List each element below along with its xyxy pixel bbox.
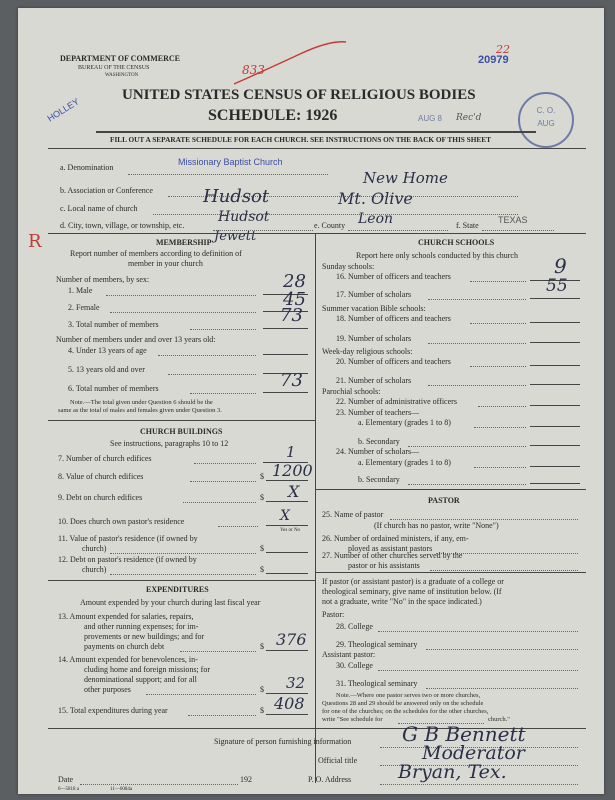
association-label: b. Association or Conference — [60, 186, 153, 195]
q15-amount: 408 — [274, 694, 305, 713]
q2-female-label: 2. Female — [68, 303, 100, 312]
received-stamp: Rec'd — [456, 113, 482, 123]
year-label: 192 — [240, 775, 252, 784]
q15-label: 15. Total expenditures during year — [58, 706, 168, 715]
q8-dollar: $ — [260, 472, 264, 481]
association-value: New Home — [363, 169, 448, 187]
q26-label-1: 26. Number of ordained ministers, if any, em- — [322, 534, 469, 543]
pastor-title: PASTOR — [428, 496, 460, 505]
state-value: TEXAS — [498, 215, 528, 225]
expenditures-intro: Amount expended by your church during last fiscal year — [80, 598, 261, 607]
q9-debt-label: 9. Debt on church edifices — [58, 493, 143, 502]
po-address-label: P. O. Address — [308, 775, 352, 784]
parochial-schools-heading: Parochial schools: — [322, 387, 381, 396]
graduate-note-3: not a graduate, write "No" in the space indicated.) — [322, 597, 482, 606]
q1-male-label: 1. Male — [68, 286, 93, 295]
local-name-value-1: Hudsot — [203, 186, 270, 207]
q28-label: 28. College — [336, 622, 373, 631]
corner-mark: 22 — [496, 43, 510, 56]
q12-label-2: church) — [82, 565, 107, 574]
assistant-pastor-subheading: Assistant pastor: — [322, 650, 376, 659]
q24-label: 24. Number of scholars— — [336, 447, 420, 456]
q10-residence-value: X — [280, 508, 290, 524]
q12-dollar: $ — [260, 565, 264, 574]
q7-edifices-label: 7. Number of church edifices — [58, 454, 152, 463]
q14-label-2: cluding home and foreign missions; for — [84, 665, 210, 674]
q26-label-2: ployed as assistant pastors — [348, 544, 433, 553]
membership-note-2: same as the total of males and females given under Question 3. — [58, 407, 222, 414]
city-label: WASHINGTON — [105, 73, 139, 78]
county-label: e. County — [314, 221, 346, 230]
circle-stamp-line-2: AUG — [537, 119, 555, 128]
city-town-value: Hudsot — [218, 209, 270, 225]
holley-stamp: HOLLEY — [45, 96, 81, 124]
q25-sub: (If church has no pastor, write "None") — [374, 521, 499, 530]
red-strike-mark — [230, 40, 350, 90]
schools-intro: Report here only schools conducted by this church — [356, 251, 518, 260]
official-title-label: Official title — [318, 756, 358, 765]
q17-label: 17. Number of scholars — [336, 290, 412, 299]
q29-label: 29. Theological seminary — [336, 640, 418, 649]
q17-value: 55 — [546, 276, 568, 296]
membership-intro-2: member in your church — [128, 259, 203, 268]
q21-label: 21. Number of scholars — [336, 376, 412, 385]
date-label: Date — [58, 775, 74, 784]
city-town-label: d. City, town, village, or township, etc. — [60, 221, 185, 230]
serial-number: 20979 — [478, 54, 509, 66]
q6-total-label: 6. Total number of members — [68, 384, 159, 393]
q7-edifices-value: 1 — [286, 443, 296, 461]
summer-schools-heading: Summer vacation Bible schools: — [322, 304, 426, 313]
q14-label-3: denominational support; and for all — [84, 675, 197, 684]
q23b-label: b. Secondary — [358, 437, 400, 446]
q31-label: 31. Theological seminary — [336, 679, 418, 688]
q6-total-value: 73 — [280, 370, 303, 391]
q11-label-1: 11. Value of pastor's residence (if owned by — [58, 534, 198, 543]
sunday-schools-heading: Sunday schools: — [322, 262, 375, 271]
local-name-value-2: Mt. Olive — [338, 189, 413, 208]
red-r-mark: R — [28, 231, 42, 252]
local-name-label: c. Local name of church — [60, 204, 138, 213]
membership-intro-1: Report number of members according to definition of — [70, 249, 242, 258]
q11-dollar: $ — [260, 544, 264, 553]
struck-number: 833 — [242, 63, 265, 77]
pastor-note-1: Note.—Where one pastor serves two or more churches, — [336, 692, 481, 699]
aug-stamp: AUG 8 — [418, 114, 443, 123]
buildings-title: CHURCH BUILDINGS — [140, 427, 223, 436]
q15-dollar: $ — [260, 706, 264, 715]
q13-label-1: 13. Amount expended for salaries, repairs, — [58, 612, 194, 621]
q14-label-1: 14. Amount expended for benevolences, in- — [58, 655, 198, 664]
q16-label: 16. Number of officers and teachers — [336, 272, 451, 281]
q22-label: 22. Number of administrative officers — [336, 397, 457, 406]
q1-male-value: 28 — [283, 271, 306, 292]
pastor-note-4: write "See schedule for — [322, 716, 383, 723]
pastor-note-2: Questions 28 and 29 should be answered only on the schedule — [322, 700, 484, 707]
q13-dollar: $ — [260, 642, 264, 651]
schedule-title: SCHEDULE: 1926 — [208, 107, 338, 124]
q24a-label: a. Elementary (grades 1 to 8) — [358, 458, 451, 467]
q14-amount: 32 — [286, 674, 306, 692]
state-label: f. State — [456, 221, 479, 230]
q11-label-2: church) — [82, 544, 107, 553]
q10-residence-label: 10. Does church own pastor's residence — [58, 517, 185, 526]
q14-label-4: other purposes — [84, 685, 131, 694]
instruction-rule — [48, 148, 586, 149]
county-value: Leon — [358, 211, 394, 227]
graduate-note-1: If pastor (or assistant pastor) is a graduate of a college or — [322, 577, 504, 586]
q5-over-13-label: 5. 13 years old and over — [68, 365, 145, 374]
q23-label: 23. Number of teachers— — [336, 408, 420, 417]
membership-note-1: Note.—The total given under Question 6 should be the — [70, 399, 213, 406]
denomination-value: Missionary Baptist Church — [178, 157, 283, 167]
denomination-label: a. Denomination — [60, 163, 114, 172]
q13-label-3: provements or new buildings; and for — [84, 632, 205, 641]
q8-value-label: 8. Value of church edifices — [58, 472, 144, 481]
form-number-1: 6—5818 a — [58, 787, 79, 792]
pastor-note-5: church." — [488, 716, 510, 723]
instruction-line: FILL OUT A SEPARATE SCHEDULE FOR EACH CHURCH. SEE INSTRUCTIONS ON THE BACK OF THIS SHEET — [110, 135, 492, 144]
form-title: UNITED STATES CENSUS OF RELIGIOUS BODIES — [122, 87, 476, 103]
department-label: DEPARTMENT OF COMMERCE — [60, 54, 181, 63]
members-by-sex-heading: Number of members, by sex: — [56, 275, 150, 284]
expenditures-title: EXPENDITURES — [146, 585, 209, 594]
q3-total-label: 3. Total number of members — [68, 320, 159, 329]
census-schedule-sheet — [18, 8, 604, 794]
graduate-note-2: theological seminary, give name of institution below. (If — [322, 587, 502, 596]
circle-stamp-line-1: C. O. — [536, 106, 556, 115]
weekday-schools-heading: Week-day religious schools: — [322, 347, 413, 356]
buildings-intro: See instructions, paragraphs 10 to 12 — [110, 439, 229, 448]
q27-label-1: 27. Number of other churches served by the — [322, 551, 463, 560]
q9-debt-value: X — [288, 482, 300, 501]
identification-rule — [48, 233, 586, 234]
yes-no-hint: Yes or No — [280, 528, 301, 533]
q23a-label: a. Elementary (grades 1 to 8) — [358, 418, 451, 427]
members-by-age-heading: Number of members under and over 13 years old: — [56, 335, 216, 344]
membership-title: MEMBERSHIP — [156, 238, 212, 247]
signature-value: G B Bennett — [402, 722, 526, 746]
q19-label: 19. Number of scholars — [336, 334, 412, 343]
form-number-2: 11—6084a — [110, 787, 133, 792]
schools-title: CHURCH SCHOOLS — [418, 238, 495, 247]
q13-label-2: and other running expenses; for im- — [84, 622, 199, 631]
q27-label-2: pastor or his assistants — [348, 561, 420, 570]
q12-label-1: 12. Debt on pastor's residence (if owned by — [58, 555, 197, 564]
q30-label: 30. College — [336, 661, 373, 670]
q2-female-value: 45 — [283, 289, 306, 310]
pastor-note-3: for one of the churches; on the schedules for the other churches, — [322, 708, 489, 715]
q20-label: 20. Number of officers and teachers — [336, 357, 451, 366]
q4-under-13-label: 4. Under 13 years of age — [68, 346, 147, 355]
q18-label: 18. Number of officers and teachers — [336, 314, 451, 323]
circular-date-stamp — [518, 92, 574, 148]
jewett-value: Jewett — [214, 229, 257, 244]
signature-label: Signature of person furnishing information — [214, 737, 352, 746]
q25-label: 25. Name of pastor — [322, 510, 384, 519]
q14-dollar: $ — [260, 685, 264, 694]
q13-label-4: payments on church debt — [84, 642, 165, 651]
q13-amount: 376 — [276, 630, 307, 649]
q24b-label: b. Secondary — [358, 475, 400, 484]
pastor-subheading: Pastor: — [322, 610, 345, 619]
q3-total-value: 73 — [280, 305, 303, 326]
q9-dollar: $ — [260, 493, 264, 502]
header-rule — [96, 131, 536, 133]
q16-value: 9 — [554, 254, 567, 278]
center-divider — [315, 233, 316, 783]
q8-value-amount: 1200 — [272, 461, 313, 480]
bureau-label: BUREAU OF THE CENSUS — [78, 65, 150, 71]
official-title-value: Moderator — [422, 742, 525, 764]
po-address-value: Bryan, Tex. — [398, 761, 507, 783]
